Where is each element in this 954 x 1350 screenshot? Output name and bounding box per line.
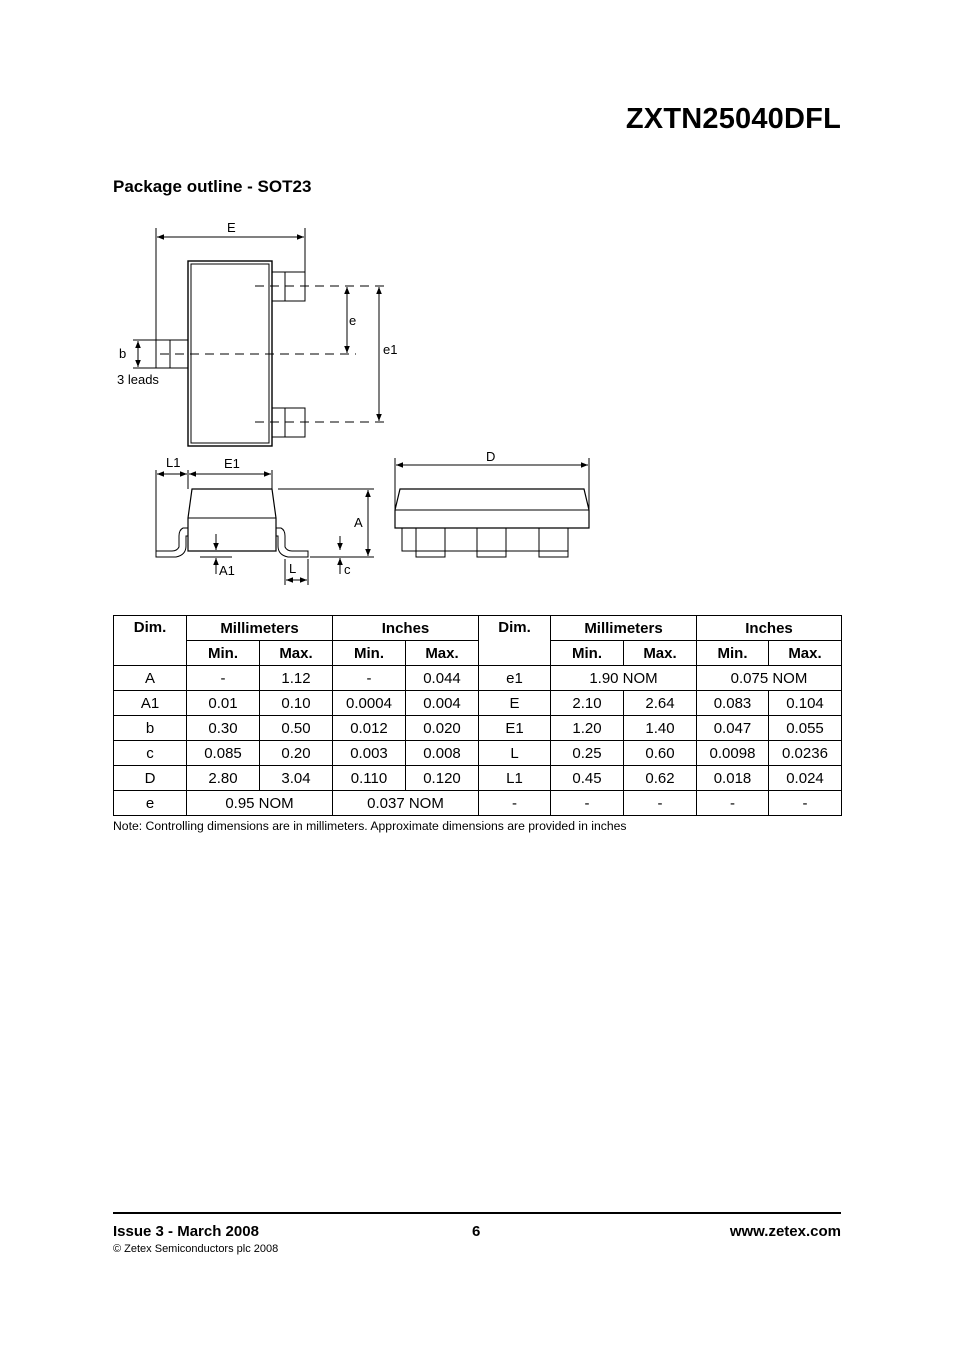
max-header: Max. xyxy=(260,641,333,666)
label-e: e xyxy=(349,313,357,328)
table-cell: b xyxy=(114,716,187,741)
dimensions-table xyxy=(113,615,842,816)
table-cell: 0.004 xyxy=(406,691,479,716)
table-cell: 0.008 xyxy=(406,741,479,766)
table-cell: 2.64 xyxy=(624,691,697,716)
footer-page-number: 6 xyxy=(472,1223,481,1240)
package-outline-drawing xyxy=(113,215,613,595)
side-view-long-body xyxy=(395,489,589,528)
table-cell: A xyxy=(114,666,187,691)
side-view-lead-left xyxy=(156,528,188,557)
table-cell: 0.085 xyxy=(187,741,260,766)
table-cell: - xyxy=(333,666,406,691)
side-view-end-body xyxy=(188,489,276,551)
table-cell: - xyxy=(551,791,624,816)
label-L1: L1 xyxy=(166,455,181,470)
min-header: Min. xyxy=(551,641,624,666)
dim-header: Dim. xyxy=(114,616,187,666)
table-cell: 0.01 xyxy=(187,691,260,716)
table-cell: 0.104 xyxy=(769,691,842,716)
side-view-lead-right xyxy=(276,528,308,557)
max-header: Max. xyxy=(769,641,842,666)
min-header: Min. xyxy=(187,641,260,666)
table-cell: 0.055 xyxy=(769,716,842,741)
table-cell: 0.10 xyxy=(260,691,333,716)
label-A: A xyxy=(354,515,363,530)
table-cell: 0.024 xyxy=(769,766,842,791)
table-cell: 0.075 NOM xyxy=(697,666,842,691)
table-cell: - xyxy=(624,791,697,816)
label-e1: e1 xyxy=(383,342,398,357)
table-cell: 0.110 xyxy=(333,766,406,791)
table-cell: 2.80 xyxy=(187,766,260,791)
table-cell: 0.018 xyxy=(697,766,769,791)
table-cell: 0.083 xyxy=(697,691,769,716)
table-cell: 0.0098 xyxy=(697,741,769,766)
table-cell: 0.047 xyxy=(697,716,769,741)
mm-header: Millimeters xyxy=(187,616,333,641)
table-subheader-row xyxy=(114,641,842,666)
label-E: E xyxy=(227,220,236,235)
table-cell: 0.50 xyxy=(260,716,333,741)
in-header: Inches xyxy=(697,616,842,641)
table-cell: 0.020 xyxy=(406,716,479,741)
section-title: Package outline - SOT23 xyxy=(113,177,312,196)
table-cell: L1 xyxy=(479,766,551,791)
table-cell: c xyxy=(114,741,187,766)
label-E1: E1 xyxy=(224,456,240,471)
label-3-leads: 3 leads xyxy=(117,372,159,387)
table-cell: 0.120 xyxy=(406,766,479,791)
table-note: Note: Controlling dimensions are in millimeters. Approximate dimensions are provided in inches xyxy=(113,819,627,833)
table-cell: 1.40 xyxy=(624,716,697,741)
table-row xyxy=(114,766,842,791)
table-cell: e1 xyxy=(479,666,551,691)
table-cell: 1.20 xyxy=(551,716,624,741)
table-cell: L xyxy=(479,741,551,766)
table-row xyxy=(114,691,842,716)
table-row xyxy=(114,716,842,741)
label-b: b xyxy=(119,346,127,361)
table-cell: 1.12 xyxy=(260,666,333,691)
footer-copyright: © Zetex Semiconductors plc 2008 xyxy=(113,1243,279,1255)
table-cell: D xyxy=(114,766,187,791)
label-L: L xyxy=(289,561,297,576)
table-cell: 0.0236 xyxy=(769,741,842,766)
table-row xyxy=(114,741,842,766)
table-row xyxy=(114,666,842,691)
table-cell: 1.90 NOM xyxy=(551,666,697,691)
footer-website: www.zetex.com xyxy=(729,1223,841,1240)
table-cell: 0.037 NOM xyxy=(333,791,479,816)
table-header-row xyxy=(114,616,842,641)
table-cell: 0.003 xyxy=(333,741,406,766)
table-cell: - xyxy=(187,666,260,691)
part-number: ZXTN25040DFL xyxy=(625,103,841,135)
footer-divider xyxy=(113,1212,841,1214)
min-header: Min. xyxy=(697,641,769,666)
table-cell: 3.04 xyxy=(260,766,333,791)
table-cell: 2.10 xyxy=(551,691,624,716)
table-cell: - xyxy=(697,791,769,816)
table-cell: 0.20 xyxy=(260,741,333,766)
side-lead-3 xyxy=(539,528,568,557)
table-cell: 0.60 xyxy=(624,741,697,766)
table-cell: 0.044 xyxy=(406,666,479,691)
in-header: Inches xyxy=(333,616,479,641)
mm-header: Millimeters xyxy=(551,616,697,641)
table-cell: 0.45 xyxy=(551,766,624,791)
table-cell: 0.0004 xyxy=(333,691,406,716)
table-cell: E xyxy=(479,691,551,716)
table-cell: 0.012 xyxy=(333,716,406,741)
dim-header: Dim. xyxy=(479,616,551,666)
min-header: Min. xyxy=(333,641,406,666)
footer-issue: Issue 3 - March 2008 xyxy=(113,1223,259,1240)
table-cell: - xyxy=(479,791,551,816)
table-row xyxy=(114,791,842,816)
top-view-body xyxy=(188,261,272,446)
max-header: Max. xyxy=(624,641,697,666)
label-D: D xyxy=(486,449,496,464)
table-cell: 0.62 xyxy=(624,766,697,791)
table-cell: 0.25 xyxy=(551,741,624,766)
table-cell: E1 xyxy=(479,716,551,741)
table-cell: - xyxy=(769,791,842,816)
label-A1: A1 xyxy=(219,563,235,578)
table-cell: A1 xyxy=(114,691,187,716)
max-header: Max. xyxy=(406,641,479,666)
table-cell: 0.30 xyxy=(187,716,260,741)
label-c: c xyxy=(344,562,351,577)
side-lead-2 xyxy=(477,528,506,557)
side-lead-1 xyxy=(416,528,445,557)
table-cell: e xyxy=(114,791,187,816)
table-cell: 0.95 NOM xyxy=(187,791,333,816)
